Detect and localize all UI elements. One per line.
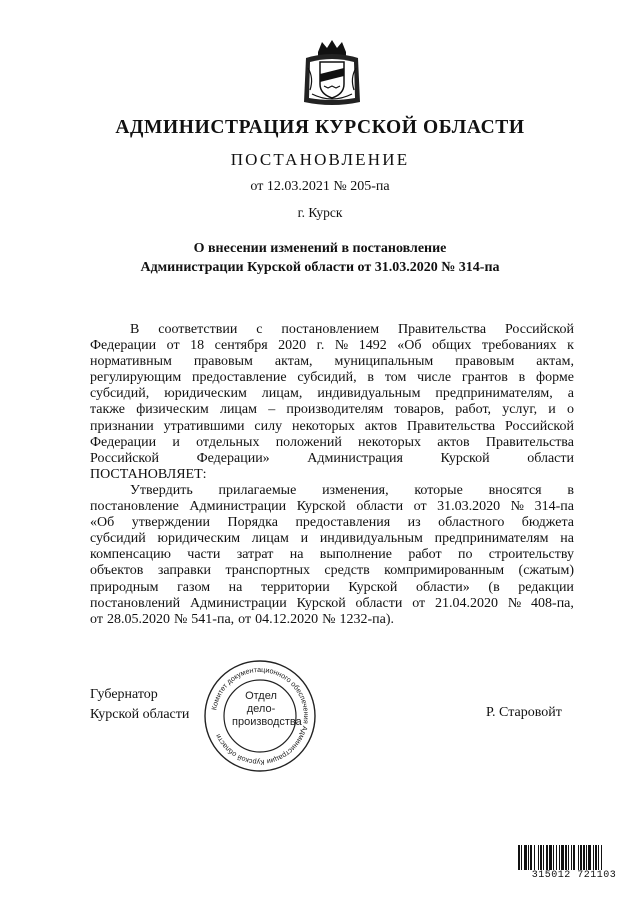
body-line: субсидий юридическим лицам и индивидуальным предпринимателям на <box>90 531 574 547</box>
barcode-bar <box>538 845 539 871</box>
barcode-bar <box>546 845 548 871</box>
stamp-text-line: дело- <box>246 703 276 715</box>
body-line: ПОСТАНОВЛЯЕТ: <box>90 466 207 482</box>
barcode-bar <box>553 845 554 871</box>
body-line: Российской Федерации» Администрация Курской области <box>90 450 574 466</box>
barcode-bar <box>586 845 587 871</box>
barcode-bar <box>595 845 597 871</box>
body-line: компенсацию части затрат на выполнение работ по строительству <box>90 547 574 563</box>
signatory-name: Р. Старовойт <box>486 705 562 720</box>
barcode-bar <box>534 845 535 871</box>
body-line: природным газом на территории Курской области» (в редакции <box>90 579 574 595</box>
barcode-bar <box>524 845 527 871</box>
barcode-bar <box>601 845 602 871</box>
barcode-bar <box>583 845 585 871</box>
kursk-coat-of-arms-icon <box>302 38 362 108</box>
body-line: постановлений Администрации Курской области от 21.04.2020 № 408-па, <box>90 595 574 611</box>
body-line: В соответствии с постановлением Правительства Российской <box>130 322 574 337</box>
body-line: Федерации от 18 сентября 2020 г. № 1492 «Об общих требованиях к <box>90 338 574 354</box>
document-subject <box>0 239 640 277</box>
barcode-number: 315012 721103 <box>516 870 632 881</box>
stamp-text-line: Отдел <box>245 690 277 702</box>
barcode-bar <box>528 845 529 871</box>
barcode-bar <box>588 845 591 871</box>
stamp-ring-text: Комитет документационного обеспечения Администрации Курской области <box>209 664 312 768</box>
signatory-title-line: Курской области <box>90 707 190 722</box>
document-type: ПОСТАНОВЛЕНИЕ <box>230 150 410 169</box>
document-number: от 12.03.2021 № 205-па <box>250 179 390 194</box>
barcode-bar <box>543 845 544 871</box>
barcode-bar <box>540 845 542 871</box>
paragraph-preamble <box>90 322 574 483</box>
body-line: Федерации и отдельных положений некоторых актов Правительства <box>90 434 574 450</box>
stamp-text-line: производства <box>232 716 302 728</box>
barcode-bar <box>518 845 520 871</box>
barcode-bar <box>580 845 582 871</box>
document-body <box>90 322 574 628</box>
barcode-bar <box>559 845 560 871</box>
barcode-bar <box>565 845 567 871</box>
barcode-bar <box>593 845 594 871</box>
body-line: «Об утверждении Порядка предоставления из областного бюджета <box>90 515 574 531</box>
body-line: признании утратившими силу некоторых актов Правительства Российской <box>90 418 574 434</box>
barcode-bar <box>571 845 572 871</box>
barcode-bar <box>556 845 557 871</box>
body-line: Утвердить прилагаемые изменения, которые вносятся в <box>130 482 574 498</box>
barcode-bar <box>568 845 569 871</box>
barcode-bar <box>598 845 599 871</box>
barcode-bar <box>573 845 575 871</box>
barcode-bar <box>561 845 564 871</box>
body-line: постановление Администрации Курской области от 31.03.2020 № 314-па <box>90 499 574 515</box>
organization-title: АДМИНИСТРАЦИЯ КУРСКОЙ ОБЛАСТИ <box>115 117 525 138</box>
body-line: также физическим лицам – производителям товаров, работ, услуг, и о <box>90 402 574 418</box>
body-line: субсидий, юридическим лицам, индивидуальным предпринимателям, а <box>90 386 574 402</box>
body-line: от 28.05.2020 № 541-па, от 04.12.2020 № 1232-па). <box>90 611 394 627</box>
stamp-center-text <box>232 690 302 729</box>
body-line: регулирующим предоставление субсидий, в том числе грантов в форме <box>90 370 574 386</box>
barcode-bar <box>521 845 522 871</box>
barcode-bar <box>530 845 532 871</box>
body-line: нормативным правовым актам, муниципальным правовым актам, <box>90 354 574 370</box>
barcode-bar <box>549 845 552 871</box>
subject-line: Администрации Курской области от 31.03.2020 № 314-па <box>140 260 500 275</box>
subject-line: О внесении изменений в постановление <box>193 241 447 256</box>
signatory-title-line: Губернатор <box>90 687 158 702</box>
document-city: г. Курск <box>297 205 343 220</box>
barcode-bar <box>578 845 579 871</box>
paragraph-resolution <box>90 483 574 628</box>
signatory-title <box>90 685 189 725</box>
body-line: объектов заправки транспортных средств компримированным (сжатым) <box>90 563 574 579</box>
